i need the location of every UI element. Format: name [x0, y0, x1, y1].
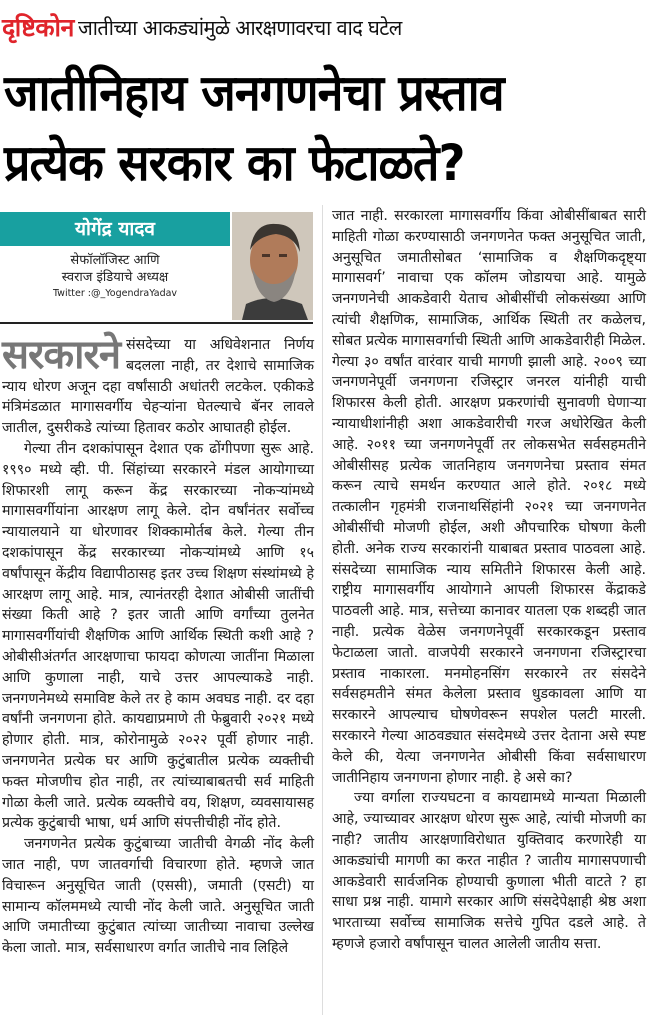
paragraph: ज्या वर्गाला राज्यघटना व कायद्यामध्ये मान्यता मिळाली आहे, ज्याच्यावर आरक्षण धोरण सुरू आहे, त्यांची मोजणी का नाही? जातीय आरक्षणाविरोधात युक्तिवाद करणारेही या आकड्यांची मागणी का करत नाहीत ? जातीय मागासपणाची आकडेवारी सार्वजनिक होण्याची कुणाला भीती वाटते ? हा साधा प्रश्न नाही. यामागे सरकार आणि संसदेपेक्षाही श्रेष्ठ अशा भारताच्या सर्वोच्च सामाजिक सत्तेचे गुपित दडले आहे. ते म्हणजे हजारो वर्षांपासून चालत आलेली जातीय सत्ता. [332, 790, 646, 952]
section-tag: दृष्टिकोन [2, 13, 74, 42]
kicker-text: जातीच्या आकड्यांमुळे आरक्षणावरचा वाद घटेल [77, 16, 402, 40]
author-twitter: Twitter :@_YogendraYadav [52, 288, 178, 299]
author-box [0, 212, 313, 324]
headline-line-1: जातीनिहाय जनगणनेचा प्रस्ताव [4, 64, 504, 122]
author-box-rule [0, 322, 313, 324]
author-photo [232, 212, 313, 320]
article-column-right [332, 206, 646, 955]
article-column-left [2, 332, 314, 959]
paragraph: गेल्या तीन दशकांपासून देशात एक ढोंगीपणा सुरू आहे. १९९० मध्ये व्ही. पी. सिंहांच्या सरकारने मंडल आयोगाच्या शिफारशी लागू करून केंद्र सरकारच्या नोकऱ्यांमध्ये मागासवर्गीयांना आरक्षण लागू केले. दोन वर्षांनंतर सर्वोच्च न्यायालयाने या धोरणावर शिक्कामोर्तब केले. गेल्या तीन दशकांपासून केंद्र सरकारच्या नोकऱ्यांमध्ये आणि १५ वर्षांपासून केंद्रीय विद्यापीठासह इतर उच्च शिक्षण संस्थांमध्ये हे आरक्षण लागू आहे. मात्र, त्यानंतरही देशात ओबीसी जातींची संख्या किती आहे ? इतर जाती आणि वर्गांच्या तुलनेत मागासवर्गीयांची शैक्षणिक आणि आर्थिक स्थिती कशी आहे ? ओबीसीअंतर्गत आरक्षणाचा फायदा कोणत्या जातींना मिळाला आणि कुणाला नाही, याचे उत्तर आपल्याकडे नाही. जनगणनेमध्ये समाविष्ट केले तर हे काम अवघड नाही. दर दहा वर्षांनी जनगणना होते. कायद्याप्रमाणे ती फेब्रुवारी २०२१ मध्ये होणार होती. मात्र, कोरोनामुळे २०२२ पूर्वी होणार नाही. जनगणनेत प्रत्येक घर आणि कुटुंबातील प्रत्येक व्यक्तीची फक्त मोजणीच होत नाही, तर त्यांच्याबाबतची सर्व माहिती गोळा केली जाते. प्रत्येक व्यक्तीचे वय, शिक्षण, व्यवसायासह प्रत्येक कुटुंबाची भाषा, धर्म आणि संपत्तीचीही नोंद होते. [2, 440, 314, 832]
drop-word: सरकारने [2, 332, 121, 378]
paragraph [2, 332, 314, 439]
paragraph-text: संसदेच्या या अधिवेशनात निर्णय बदलला नाही, तर देशाचे सामाजिक न्याय धोरण अजून दहा वर्षांसाठी अधांतरी लटकेल. एकीकडे मंत्रिमंडळात मागासवर्गीय चेहऱ्यांना घेतल्याचे बॅनर लावले जातील, दुसरीकडे त्यांच्या हितावर कठोर आघातही होईल. [2, 337, 314, 437]
author-portrait-icon [232, 212, 313, 320]
headline [4, 58, 649, 198]
headline-line-2: प्रत्येक सरकार का फेटाळते? [4, 134, 465, 192]
author-role-line-1: सेफॉलॉजिस्ट आणि [70, 253, 160, 268]
author-name: योगेंद्र यादव [75, 218, 155, 240]
kicker [2, 4, 649, 44]
author-role [0, 252, 230, 286]
column-divider [322, 205, 323, 1015]
author-role-line-2: स्वराज इंडियाचे अध्यक्ष [61, 270, 169, 285]
paragraph: जात नाही. सरकारला मागासवर्गीय किंवा ओबीसींबाबत सारी माहिती गोळा करण्यासाठी जनगणनेत फक्त अनुसूचित जाती, अनुसूचित जमातीसोबत ‘सामाजिक व शैक्षणिकदृष्ट्या मागासवर्ग’ नावाचा एक कॉलम जोडायचा आहे. यामुळे जनगणनेची आकडेवारी येताच ओबीसींची लोकसंख्या आणि त्यांची शैक्षणिक, सामाजिक, आर्थिक स्थिती तर कळेलच, सोबत प्रत्येक मागासवर्गाची स्थिती आणि आकडेवारीही मिळेल. गेल्या ३० वर्षांत वारंवार याची मागणी झाली आहे. २००९ च्या जनगणनेपूर्वी जनगणना रजिस्ट्रार जनरल यांनीही याची शिफारस केली होती. आरक्षण प्रकरणांची सुनावणी घेणाऱ्या न्यायाधीशांनीही अशा आकडेवारीची गरज अधोरेखित केली आहे. २०११ च्या जनगणनेपूर्वी तर लोकसभेत सर्वसहमतीने ओबीसीसह प्रत्येक जातनिहाय जनगणनेचा प्रस्ताव संमत करून त्याचे समर्थन करण्यात आले होते. २०१८ मध्ये तत्कालीन गृहमंत्री राजनाथसिंहांनी २०२१ च्या जनगणनेत ओबीसींची मोजणी होईल, अशी औपचारिक घोषणा केली होती. अनेक राज्य सरकारांनी याबाबत प्रस्ताव पाठवला आहे. संसदेच्या सामाजिक न्याय समितीने शिफारस केली आहे. राष्ट्रीय मागासवर्गीय आयोगाने आपली शिफारस केंद्राकडे पाठवली आहे. मात्र, सत्तेच्या कानावर यातला एक शब्दही जात नाही. प्रत्येक वेळेस जनगणनेपूर्वी सरकारकडून प्रस्ताव फेटाळला जातो. वाजपेयी सरकारने जनगणना रजिस्ट्रारचा प्रस्ताव नाकारला. मनमोहनसिंग सरकारने तर संसदेने सर्वसहमतीने संमत केलेला प्रस्ताव धुडकावला आणि या सरकारने आपल्याच घोषणेवरून सपशेल पलटी मारली. सरकारने गेल्या आठवड्यात संसदेमध्ये उत्तर देताना असे स्पष्ट केले की, येत्या जनगणनेत ओबीसी किंवा सर्वसाधारण जातीनिहाय जनगणना होणार नाही. हे असे का? [332, 208, 646, 786]
paragraph: जनगणनेत प्रत्येक कुटुंबाच्या जातीची वेगळी नोंद केली जात नाही, पण जातवर्गाची विचारणा होते. म्हणजे जात विचारून अनुसूचित जाती (एससी), जमाती (एसटी) या सामान्य कॉलममध्ये त्याची नोंद केली जाते. अनुसूचित जाती आणि जमातीच्या कुटुंबात त्यांच्या जातीच्या नावाचा उल्लेख केला जातो. मात्र, सर्वसाधारण वर्गात जातीचे नाव लिहिले [2, 836, 314, 957]
